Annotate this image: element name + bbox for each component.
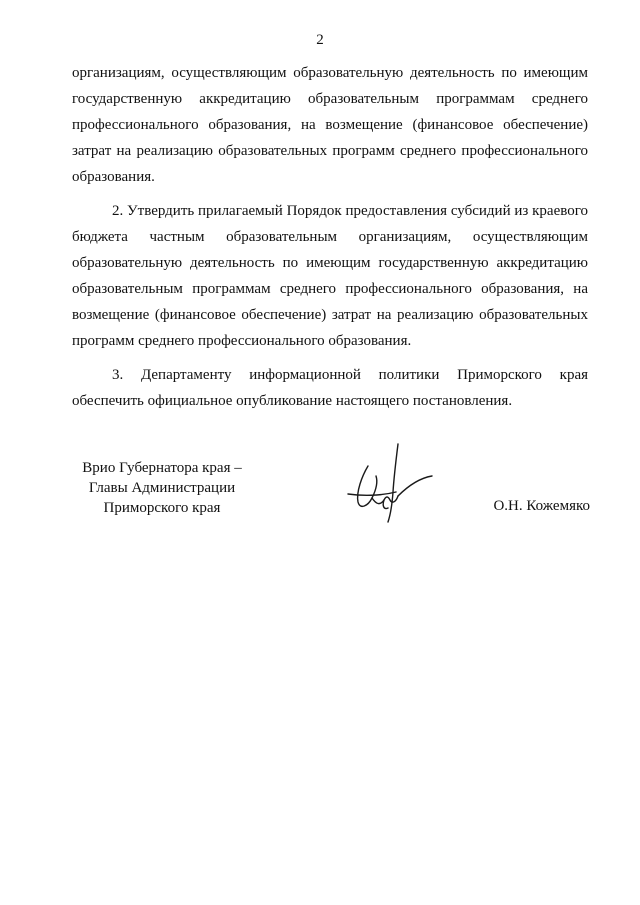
signatory-title-line-1: Врио Губернатора края – [82, 460, 242, 476]
paragraph-continuation: организациям, осуществляющим образовательную деятельность по имеющим государственную аккредитацию образовательным программам среднего профессионального образования, на возмещение (финансовое обеспечение) затрат на реализацию образовательных программ среднего профессионального образования. [72, 65, 588, 185]
paragraph-item-3: 3. Департаменту информационной политики Приморского края обеспечить официальное опубликование настоящего постановления. [72, 367, 588, 409]
signatory-title-line-2: Главы Администрации [88, 480, 236, 496]
document-body [72, 60, 588, 422]
page-number: 2 [316, 32, 324, 48]
signatory-name: О.Н. Кожемяко [493, 498, 590, 514]
paragraph-item-2: 2. Утвердить прилагаемый Порядок предоставления субсидий из краевого бюджета частным образовательным организациям, осуществляющим образовательную деятельность по имеющим государственную аккредитацию образовательным программам среднего профессионального образования, на возмещение (финансовое обеспечение) затрат на реализацию образовательных программ среднего профессионального образования. [72, 203, 588, 349]
signatory-title-line-3: Приморского края [103, 500, 221, 516]
handwritten-signature [338, 436, 442, 532]
signatory-title [60, 458, 264, 518]
